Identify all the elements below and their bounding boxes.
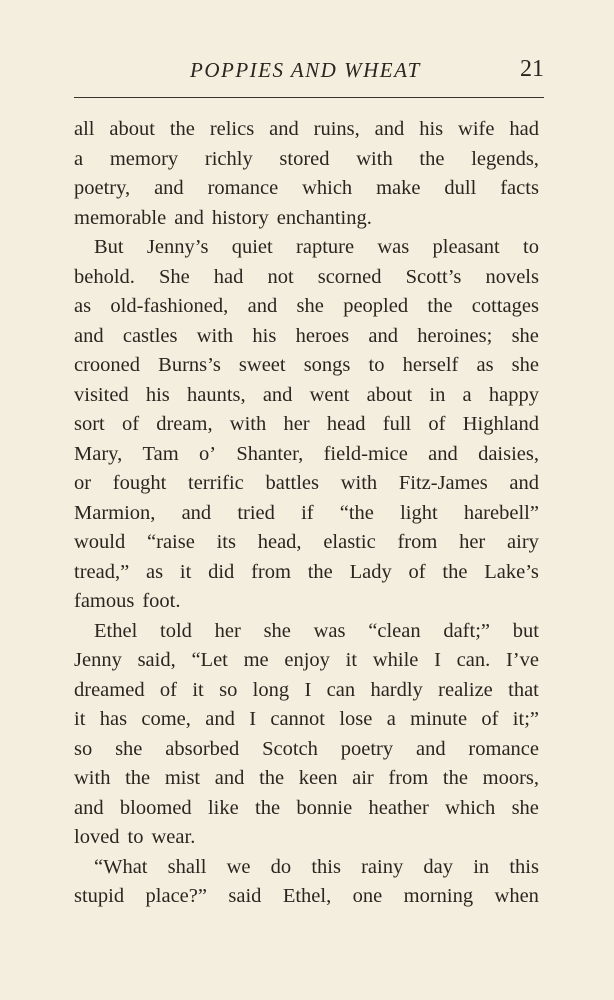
text-line: so she absorbed Scotch poetry and romance bbox=[74, 737, 539, 760]
text-line: famous foot. bbox=[74, 590, 181, 612]
text-line: But Jenny’s quiet rapture was pleasant to bbox=[94, 236, 539, 258]
text-line: all about the relics and ruins, and his wife had bbox=[74, 118, 539, 140]
text-line: or fought terrific battles with Fitz-James and bbox=[74, 472, 539, 494]
text-line: and castles with his heroes and heroines; she bbox=[74, 324, 539, 347]
text-line: sort of dream, with her head full of Highland bbox=[74, 413, 539, 435]
text-line: Ethel told her she was “clean daft;” but bbox=[94, 619, 539, 642]
text-line: “What shall we do this rainy day in this bbox=[94, 855, 539, 878]
header-rule bbox=[74, 97, 544, 98]
text-line: dreamed of it so long I can hardly realize that bbox=[74, 678, 539, 701]
text-line: loved to wear. bbox=[74, 826, 196, 848]
text-line: Jenny said, “Let me enjoy it while I can. I’ve bbox=[74, 649, 539, 671]
text-line: Mary, Tam o’ Shanter, field-mice and daisies, bbox=[74, 442, 539, 465]
text-line: a memory richly stored with the legends, bbox=[74, 147, 539, 170]
text-line: and bloomed like the bonnie heather which she bbox=[74, 796, 539, 819]
text-line: visited his haunts, and went about in a happy bbox=[74, 383, 539, 406]
text-line: would “raise its head, elastic from her airy bbox=[74, 531, 539, 553]
text-line: memorable and history enchanting. bbox=[74, 206, 372, 229]
text-line: stupid place?” said Ethel, one morning when bbox=[74, 885, 539, 907]
text-line: Marmion, and tried if “the light harebell” bbox=[74, 501, 539, 524]
text-line: it has come, and I cannot lose a minute of it;” bbox=[74, 708, 539, 730]
page-number: 21 bbox=[520, 56, 544, 82]
running-title: POPPIES AND WHEAT bbox=[190, 58, 421, 82]
body-text bbox=[74, 115, 539, 912]
text-line: crooned Burns’s sweet songs to herself as she bbox=[74, 354, 539, 376]
text-line: poetry, and romance which make dull facts bbox=[74, 177, 539, 199]
text-line: tread,” as it did from the Lady of the Lake’s bbox=[74, 560, 539, 583]
text-line: behold. She had not scorned Scott’s novels bbox=[74, 265, 539, 288]
page-header bbox=[74, 56, 544, 88]
text-line: as old-fashioned, and she peopled the cottages bbox=[74, 295, 539, 317]
text-line: with the mist and the keen air from the moors, bbox=[74, 767, 539, 789]
